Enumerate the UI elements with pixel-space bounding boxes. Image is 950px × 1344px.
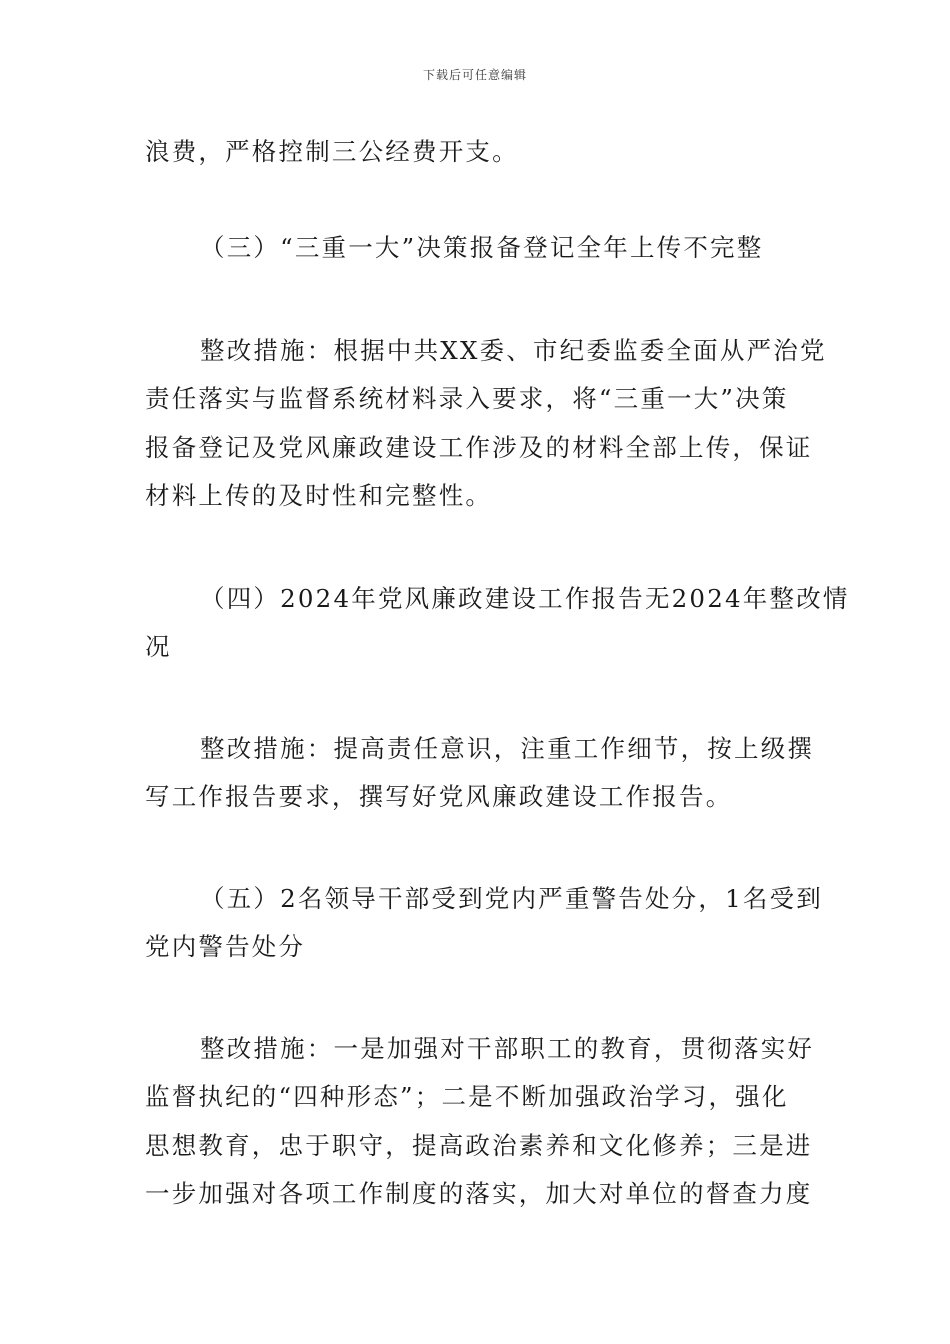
section-heading-5-cont: 党内警告处分 xyxy=(145,932,306,961)
section-heading-4-cont: 况 xyxy=(145,632,172,661)
text-line: 监督执纪的“四种形态”；二是不断加强政治学习，强化 xyxy=(145,1082,789,1111)
page-header: 下载后可任意编辑 xyxy=(422,68,527,82)
text-line: 浪费，严格控制三公经费开支。 xyxy=(145,137,519,166)
section-heading-3: （三）“三重一大”决策报备登记全年上传不完整 xyxy=(200,233,764,262)
text-line: 整改措施：一是加强对干部职工的教育，贯彻落实好 xyxy=(200,1034,815,1063)
text-line: 责任落实与监督系统材料录入要求，将“三重一大”决策 xyxy=(145,384,789,413)
section-heading-4: （四）2024年党风廉政建设工作报告无2024年整改情 xyxy=(200,584,850,613)
text-line: 写工作报告要求，撰写好党风廉政建设工作报告。 xyxy=(145,782,733,811)
text-line: 材料上传的及时性和完整性。 xyxy=(145,481,493,510)
text-line: 一步加强对各项工作制度的落实，加大对单位的督查力度 xyxy=(145,1179,813,1208)
text-line: 整改措施：提高责任意识，注重工作细节，按上级撰 xyxy=(200,734,815,763)
text-line: 整改措施：根据中共XX委、市纪委监委全面从严治党 xyxy=(200,336,827,365)
text-line: 思想教育，忠于职守，提高政治素养和文化修养；三是进 xyxy=(145,1131,813,1160)
text-line: 报备登记及党风廉政建设工作涉及的材料全部上传，保证 xyxy=(145,433,813,462)
section-heading-5: （五）2名领导干部受到党内严重警告处分，1名受到 xyxy=(200,884,823,913)
